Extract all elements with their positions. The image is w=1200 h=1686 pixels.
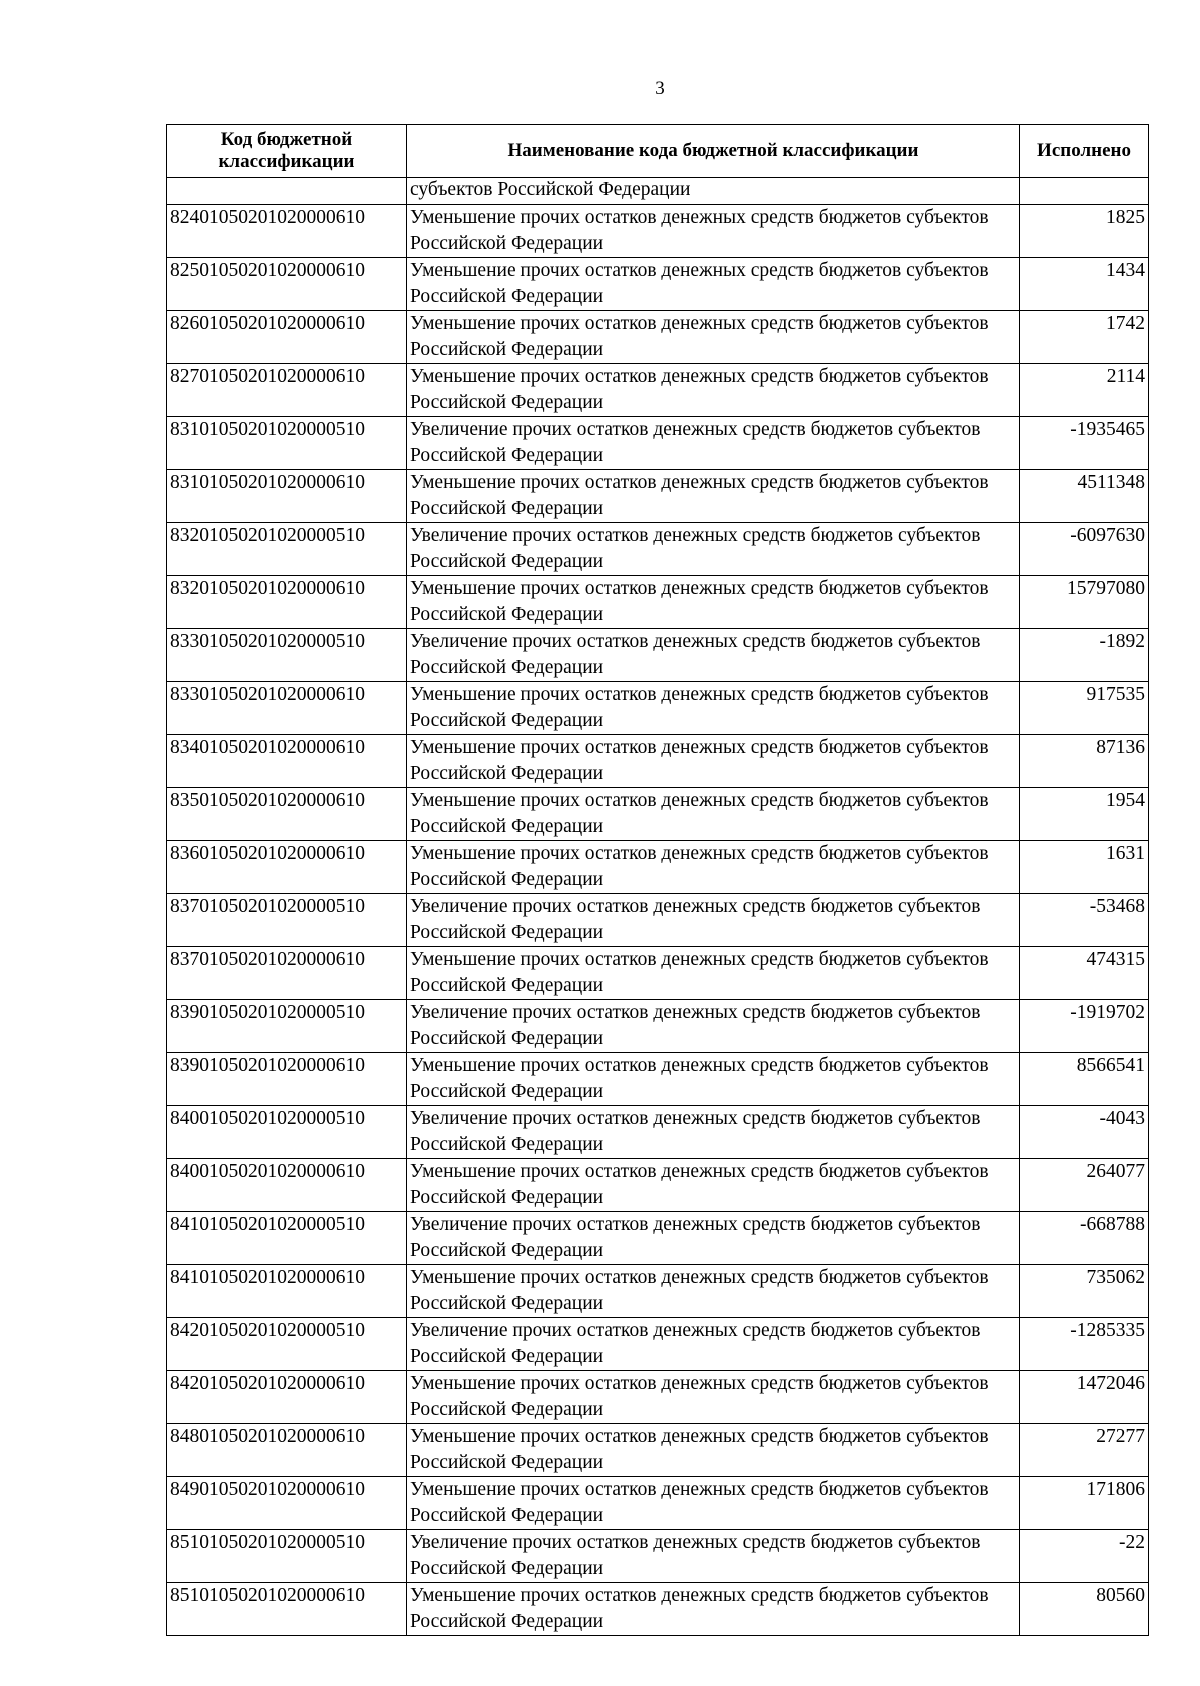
cell-name: Увеличение прочих остатков денежных средств бюджетов субъектов Российской Федерации: [407, 894, 1020, 947]
cell-name: Уменьшение прочих остатков денежных средств бюджетов субъектов Российской Федерации: [407, 1477, 1020, 1530]
cell-value: -1935465: [1020, 417, 1149, 470]
cell-name: Увеличение прочих остатков денежных средств бюджетов субъектов Российской Федерации: [407, 1000, 1020, 1053]
cell-code: 82601050201020000610: [167, 311, 407, 364]
table-row: [167, 1000, 1149, 1053]
cell-value: -1919702: [1020, 1000, 1149, 1053]
cell-code: 84901050201020000610: [167, 1477, 407, 1530]
cell-value: 87136: [1020, 735, 1149, 788]
table-row: [167, 894, 1149, 947]
cell-value: 171806: [1020, 1477, 1149, 1530]
cell-value: 735062: [1020, 1265, 1149, 1318]
header-name: Наименование кода бюджетной классификации: [407, 125, 1020, 178]
cell-code: 84201050201020000610: [167, 1371, 407, 1424]
cell-value: 80560: [1020, 1583, 1149, 1636]
cell-value: 264077: [1020, 1159, 1149, 1212]
header-value: Исполнено: [1020, 125, 1149, 178]
cell-value: -53468: [1020, 894, 1149, 947]
table-row: [167, 258, 1149, 311]
cell-code: 85101050201020000510: [167, 1530, 407, 1583]
table-row: [167, 682, 1149, 735]
cell-value: 917535: [1020, 682, 1149, 735]
cell-name: Уменьшение прочих остатков денежных средств бюджетов субъектов Российской Федерации: [407, 1371, 1020, 1424]
cell-code: 84101050201020000510: [167, 1212, 407, 1265]
table-row: [167, 841, 1149, 894]
cell-code: 84001050201020000610: [167, 1159, 407, 1212]
cell-name: Уменьшение прочих остатков денежных средств бюджетов субъектов Российской Федерации: [407, 947, 1020, 1000]
cell-code: 85101050201020000610: [167, 1583, 407, 1636]
cell-value: 1472046: [1020, 1371, 1149, 1424]
cell-code: 82401050201020000610: [167, 205, 407, 258]
table-row: [167, 1530, 1149, 1583]
cell-code: [167, 178, 407, 205]
table-row: [167, 1053, 1149, 1106]
cell-name: Уменьшение прочих остатков денежных средств бюджетов субъектов Российской Федерации: [407, 311, 1020, 364]
cell-code: 84101050201020000610: [167, 1265, 407, 1318]
table-row: [167, 629, 1149, 682]
cell-value: 1825: [1020, 205, 1149, 258]
header-code: Код бюджетной классификации: [167, 125, 407, 178]
cell-code: 83901050201020000610: [167, 1053, 407, 1106]
cell-value: -1285335: [1020, 1318, 1149, 1371]
cell-name: субъектов Российской Федерации: [407, 178, 1020, 205]
cell-code: 83701050201020000510: [167, 894, 407, 947]
table-row: [167, 1424, 1149, 1477]
table-row: [167, 1212, 1149, 1265]
cell-name: Уменьшение прочих остатков денежных средств бюджетов субъектов Российской Федерации: [407, 1424, 1020, 1477]
cell-name: Уменьшение прочих остатков денежных средств бюджетов субъектов Российской Федерации: [407, 258, 1020, 311]
cell-code: 83101050201020000510: [167, 417, 407, 470]
cell-code: 84201050201020000510: [167, 1318, 407, 1371]
cell-value: 1742: [1020, 311, 1149, 364]
cell-code: 83101050201020000610: [167, 470, 407, 523]
cell-value: 1631: [1020, 841, 1149, 894]
table-row: [167, 470, 1149, 523]
budget-table-container: [166, 124, 1149, 1636]
cell-value: -6097630: [1020, 523, 1149, 576]
cell-code: 84001050201020000510: [167, 1106, 407, 1159]
cell-name: Увеличение прочих остатков денежных средств бюджетов субъектов Российской Федерации: [407, 523, 1020, 576]
continuation-row: [167, 178, 1149, 205]
cell-code: 82701050201020000610: [167, 364, 407, 417]
cell-name: Уменьшение прочих остатков денежных средств бюджетов субъектов Российской Федерации: [407, 364, 1020, 417]
table-row: [167, 1371, 1149, 1424]
cell-name: Уменьшение прочих остатков денежных средств бюджетов субъектов Российской Федерации: [407, 788, 1020, 841]
table-body: [167, 178, 1149, 1636]
cell-name: Уменьшение прочих остатков денежных средств бюджетов субъектов Российской Федерации: [407, 1583, 1020, 1636]
cell-code: 83401050201020000610: [167, 735, 407, 788]
cell-code: 83301050201020000610: [167, 682, 407, 735]
cell-value: 1954: [1020, 788, 1149, 841]
cell-value: 27277: [1020, 1424, 1149, 1477]
cell-name: Уменьшение прочих остатков денежных средств бюджетов субъектов Российской Федерации: [407, 841, 1020, 894]
table-row: [167, 1106, 1149, 1159]
cell-code: 83501050201020000610: [167, 788, 407, 841]
table-row: [167, 1159, 1149, 1212]
cell-code: 83701050201020000610: [167, 947, 407, 1000]
table-row: [167, 1477, 1149, 1530]
cell-code: 83201050201020000510: [167, 523, 407, 576]
cell-code: 82501050201020000610: [167, 258, 407, 311]
cell-value: 4511348: [1020, 470, 1149, 523]
cell-value: [1020, 178, 1149, 205]
cell-name: Увеличение прочих остатков денежных средств бюджетов субъектов Российской Федерации: [407, 1530, 1020, 1583]
cell-value: 474315: [1020, 947, 1149, 1000]
cell-value: 2114: [1020, 364, 1149, 417]
cell-name: Уменьшение прочих остатков денежных средств бюджетов субъектов Российской Федерации: [407, 735, 1020, 788]
cell-name: Уменьшение прочих остатков денежных средств бюджетов субъектов Российской Федерации: [407, 470, 1020, 523]
cell-name: Увеличение прочих остатков денежных средств бюджетов субъектов Российской Федерации: [407, 1318, 1020, 1371]
table-row: [167, 1265, 1149, 1318]
table-row: [167, 576, 1149, 629]
cell-value: -22: [1020, 1530, 1149, 1583]
cell-name: Увеличение прочих остатков денежных средств бюджетов субъектов Российской Федерации: [407, 1106, 1020, 1159]
table-row: [167, 1318, 1149, 1371]
cell-value: 8566541: [1020, 1053, 1149, 1106]
cell-name: Уменьшение прочих остатков денежных средств бюджетов субъектов Российской Федерации: [407, 1053, 1020, 1106]
budget-table: [166, 124, 1149, 1636]
cell-value: 1434: [1020, 258, 1149, 311]
cell-code: 84801050201020000610: [167, 1424, 407, 1477]
cell-name: Увеличение прочих остатков денежных средств бюджетов субъектов Российской Федерации: [407, 629, 1020, 682]
cell-code: 83901050201020000510: [167, 1000, 407, 1053]
cell-value: -4043: [1020, 1106, 1149, 1159]
cell-name: Уменьшение прочих остатков денежных средств бюджетов субъектов Российской Федерации: [407, 682, 1020, 735]
table-row: [167, 205, 1149, 258]
page-number: 3: [655, 78, 665, 99]
table-row: [167, 788, 1149, 841]
cell-name: Уменьшение прочих остатков денежных средств бюджетов субъектов Российской Федерации: [407, 205, 1020, 258]
cell-value: 15797080: [1020, 576, 1149, 629]
table-row: [167, 417, 1149, 470]
table-row: [167, 1583, 1149, 1636]
cell-value: -1892: [1020, 629, 1149, 682]
cell-name: Уменьшение прочих остатков денежных средств бюджетов субъектов Российской Федерации: [407, 1159, 1020, 1212]
cell-code: 83301050201020000510: [167, 629, 407, 682]
table-row: [167, 364, 1149, 417]
table-row: [167, 523, 1149, 576]
table-row: [167, 311, 1149, 364]
cell-name: Уменьшение прочих остатков денежных средств бюджетов субъектов Российской Федерации: [407, 1265, 1020, 1318]
cell-code: 83601050201020000610: [167, 841, 407, 894]
cell-code: 83201050201020000610: [167, 576, 407, 629]
table-row: [167, 735, 1149, 788]
cell-name: Увеличение прочих остатков денежных средств бюджетов субъектов Российской Федерации: [407, 417, 1020, 470]
cell-name: Уменьшение прочих остатков денежных средств бюджетов субъектов Российской Федерации: [407, 576, 1020, 629]
cell-value: -668788: [1020, 1212, 1149, 1265]
cell-name: Увеличение прочих остатков денежных средств бюджетов субъектов Российской Федерации: [407, 1212, 1020, 1265]
table-row: [167, 947, 1149, 1000]
table-header: [167, 125, 1149, 178]
header-row: [167, 125, 1149, 178]
